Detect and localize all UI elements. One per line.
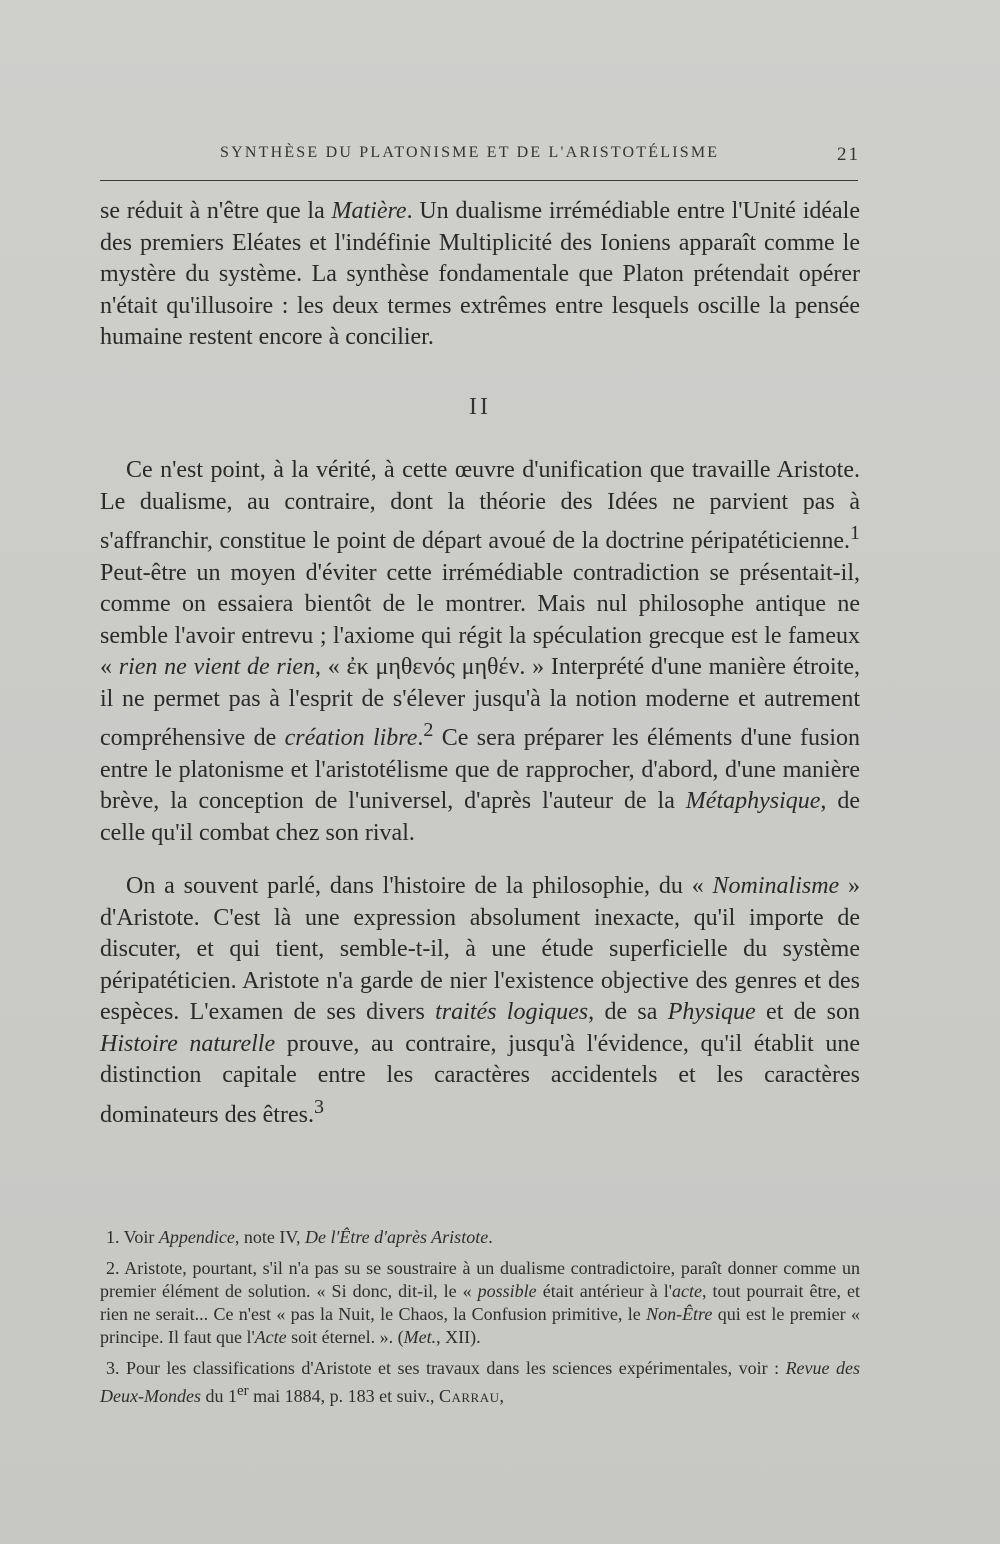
footnote-ref: 2 [423,719,434,741]
running-title: SYNTHÈSE DU PLATONISME ET DE L'ARISTOTÉLISME [220,144,720,161]
italic-run: Revue des Deux-Mondes [100,1358,860,1406]
text-run: soit éternel. ». ( [286,1327,404,1347]
text-run: était antérieur à l' [536,1281,672,1301]
text-run: , tout pourrait être, et rien ne serait... Ce n'est « pas la Nuit, le Chaos, la Confusion primitive, le [100,1281,860,1324]
text-run: , note IV, [234,1227,305,1247]
italic-run: traités logiques [435,999,589,1025]
text-run: 3. Pour les classifications d'Aristote et ses travaux dans les sciences expérimentales, voir : [106,1358,786,1378]
text-run: qui est le premier « principe. Il faut que l' [100,1304,860,1347]
italic-run: Non-Être [646,1304,713,1324]
text-run: , XII). [436,1327,481,1347]
text-run: , « ἐκ μηθενός μηθέν. » Interprété d'une manière étroite, il ne permet pas à l'esprit de s'élever jusqu'à la notion moderne et autrement compréhensive de [100,654,861,751]
italic-run: Nominalisme [712,873,840,899]
italic-run: possible [477,1281,537,1301]
footnotes [100,1226,860,1416]
text-run: » d'Aristote. C'est là une expression absolument inexacte, qu'il importe de discuter, et qui tient, semble-t-il, à une étude superficielle du système péripatéticien. Aristote n'a garde de nier l'existence objective des genres et des espèces. L'examen de ses divers [100,873,861,1025]
italic-run: Matière [331,198,407,224]
italic-run: Histoire naturelle [100,1030,276,1057]
footnote-3 [100,1357,860,1408]
page-number: 21 [837,144,860,165]
text-run: . [488,1227,493,1247]
text-run: On a souvent parlé, dans l'histoire de la philosophie, du « [126,873,713,899]
footnote-1 [100,1226,860,1249]
paragraph-1 [100,196,860,354]
footnote-ref: er [236,1383,249,1399]
text-run: se réduit à n'être que la [100,198,332,224]
text-run: 1. Voir [106,1227,159,1247]
small-caps-run: Carrau [438,1386,500,1406]
italic-run: Acte [254,1327,287,1347]
italic-run: De l'Être d'après Aristote [305,1227,489,1247]
text-run: Ce n'est point, à la vérité, à cette œuvre d'unification que travaille Aristote. Le dualisme, au contraire, dont la théorie des Idées ne parvient pas à s'affranchir, constitue le point de départ avoué de la doctrine péripatéticienne. [100,457,860,554]
italic-run: Physique [667,999,756,1025]
text-run: 2. Aristote, pourtant, s'il n'a pas su se soustraire à un dualisme contradictoire, paraît donner comme un premier élément de solution. « Si donc, dit-il, le « [100,1258,860,1301]
text-run: . [417,725,424,751]
italic-run: Métaphysique [685,788,821,814]
page-header [100,130,860,170]
text-run: Peut-être un moyen d'éviter cette irrémédiable contradiction se présentait-il, comme on essaiera bientôt de le montrer. Mais nul philosophe antique ne semble l'avoir entrevu ; l'axiome qui régit la spéculation grecque est le fameux « [100,559,860,680]
paragraph-gap [100,849,860,871]
section-number: II [469,393,491,420]
text-run: , [499,1386,504,1406]
text-run: , de sa [588,999,668,1025]
text-run: , de celle qu'il combat chez son rival. [100,788,861,846]
footnote-2 [100,1257,860,1349]
footnote-ref: 1 [850,522,860,544]
paragraph-2 [100,455,860,849]
text-run: du 1 [200,1386,237,1406]
italic-run: rien ne vient de rien [118,654,316,680]
text-run: prouve, au contraire, jusqu'à l'évidence, qu'il établit une distinction capitale entre les caractères accidentels et les caractères dominateurs des êtres. [100,1030,860,1128]
italic-run: Met. [403,1327,437,1347]
italic-run: acte [671,1281,702,1301]
paragraph-3 [100,871,860,1131]
body-text [100,196,860,1131]
text-run: et de son [755,999,860,1025]
text-run: mai 1884, p. 183 et suiv., [248,1386,439,1406]
italic-run: création libre [284,725,418,751]
header-rule [100,180,858,181]
italic-run: Appendice [158,1227,235,1247]
footnote-ref: 3 [313,1095,324,1118]
text-run: . Un dualisme irrémédiable entre l'Unité idéale des premiers Eléates et l'indéfinie Multiplicité des Ioniens apparaît comme le mystère du système. La synthèse fondamentale que Platon prétendait opérer n'était qu'illusoire : les deux termes extrêmes entre lesquels oscille la pensée humaine restent encore à concilier. [100,198,860,350]
text-run: Ce sera préparer les éléments d'une fusion entre le platonisme et l'aristotélisme que de rapprocher, d'abord, d'une manière brève, la conception de l'universel, d'après l'auteur de la [100,725,860,814]
